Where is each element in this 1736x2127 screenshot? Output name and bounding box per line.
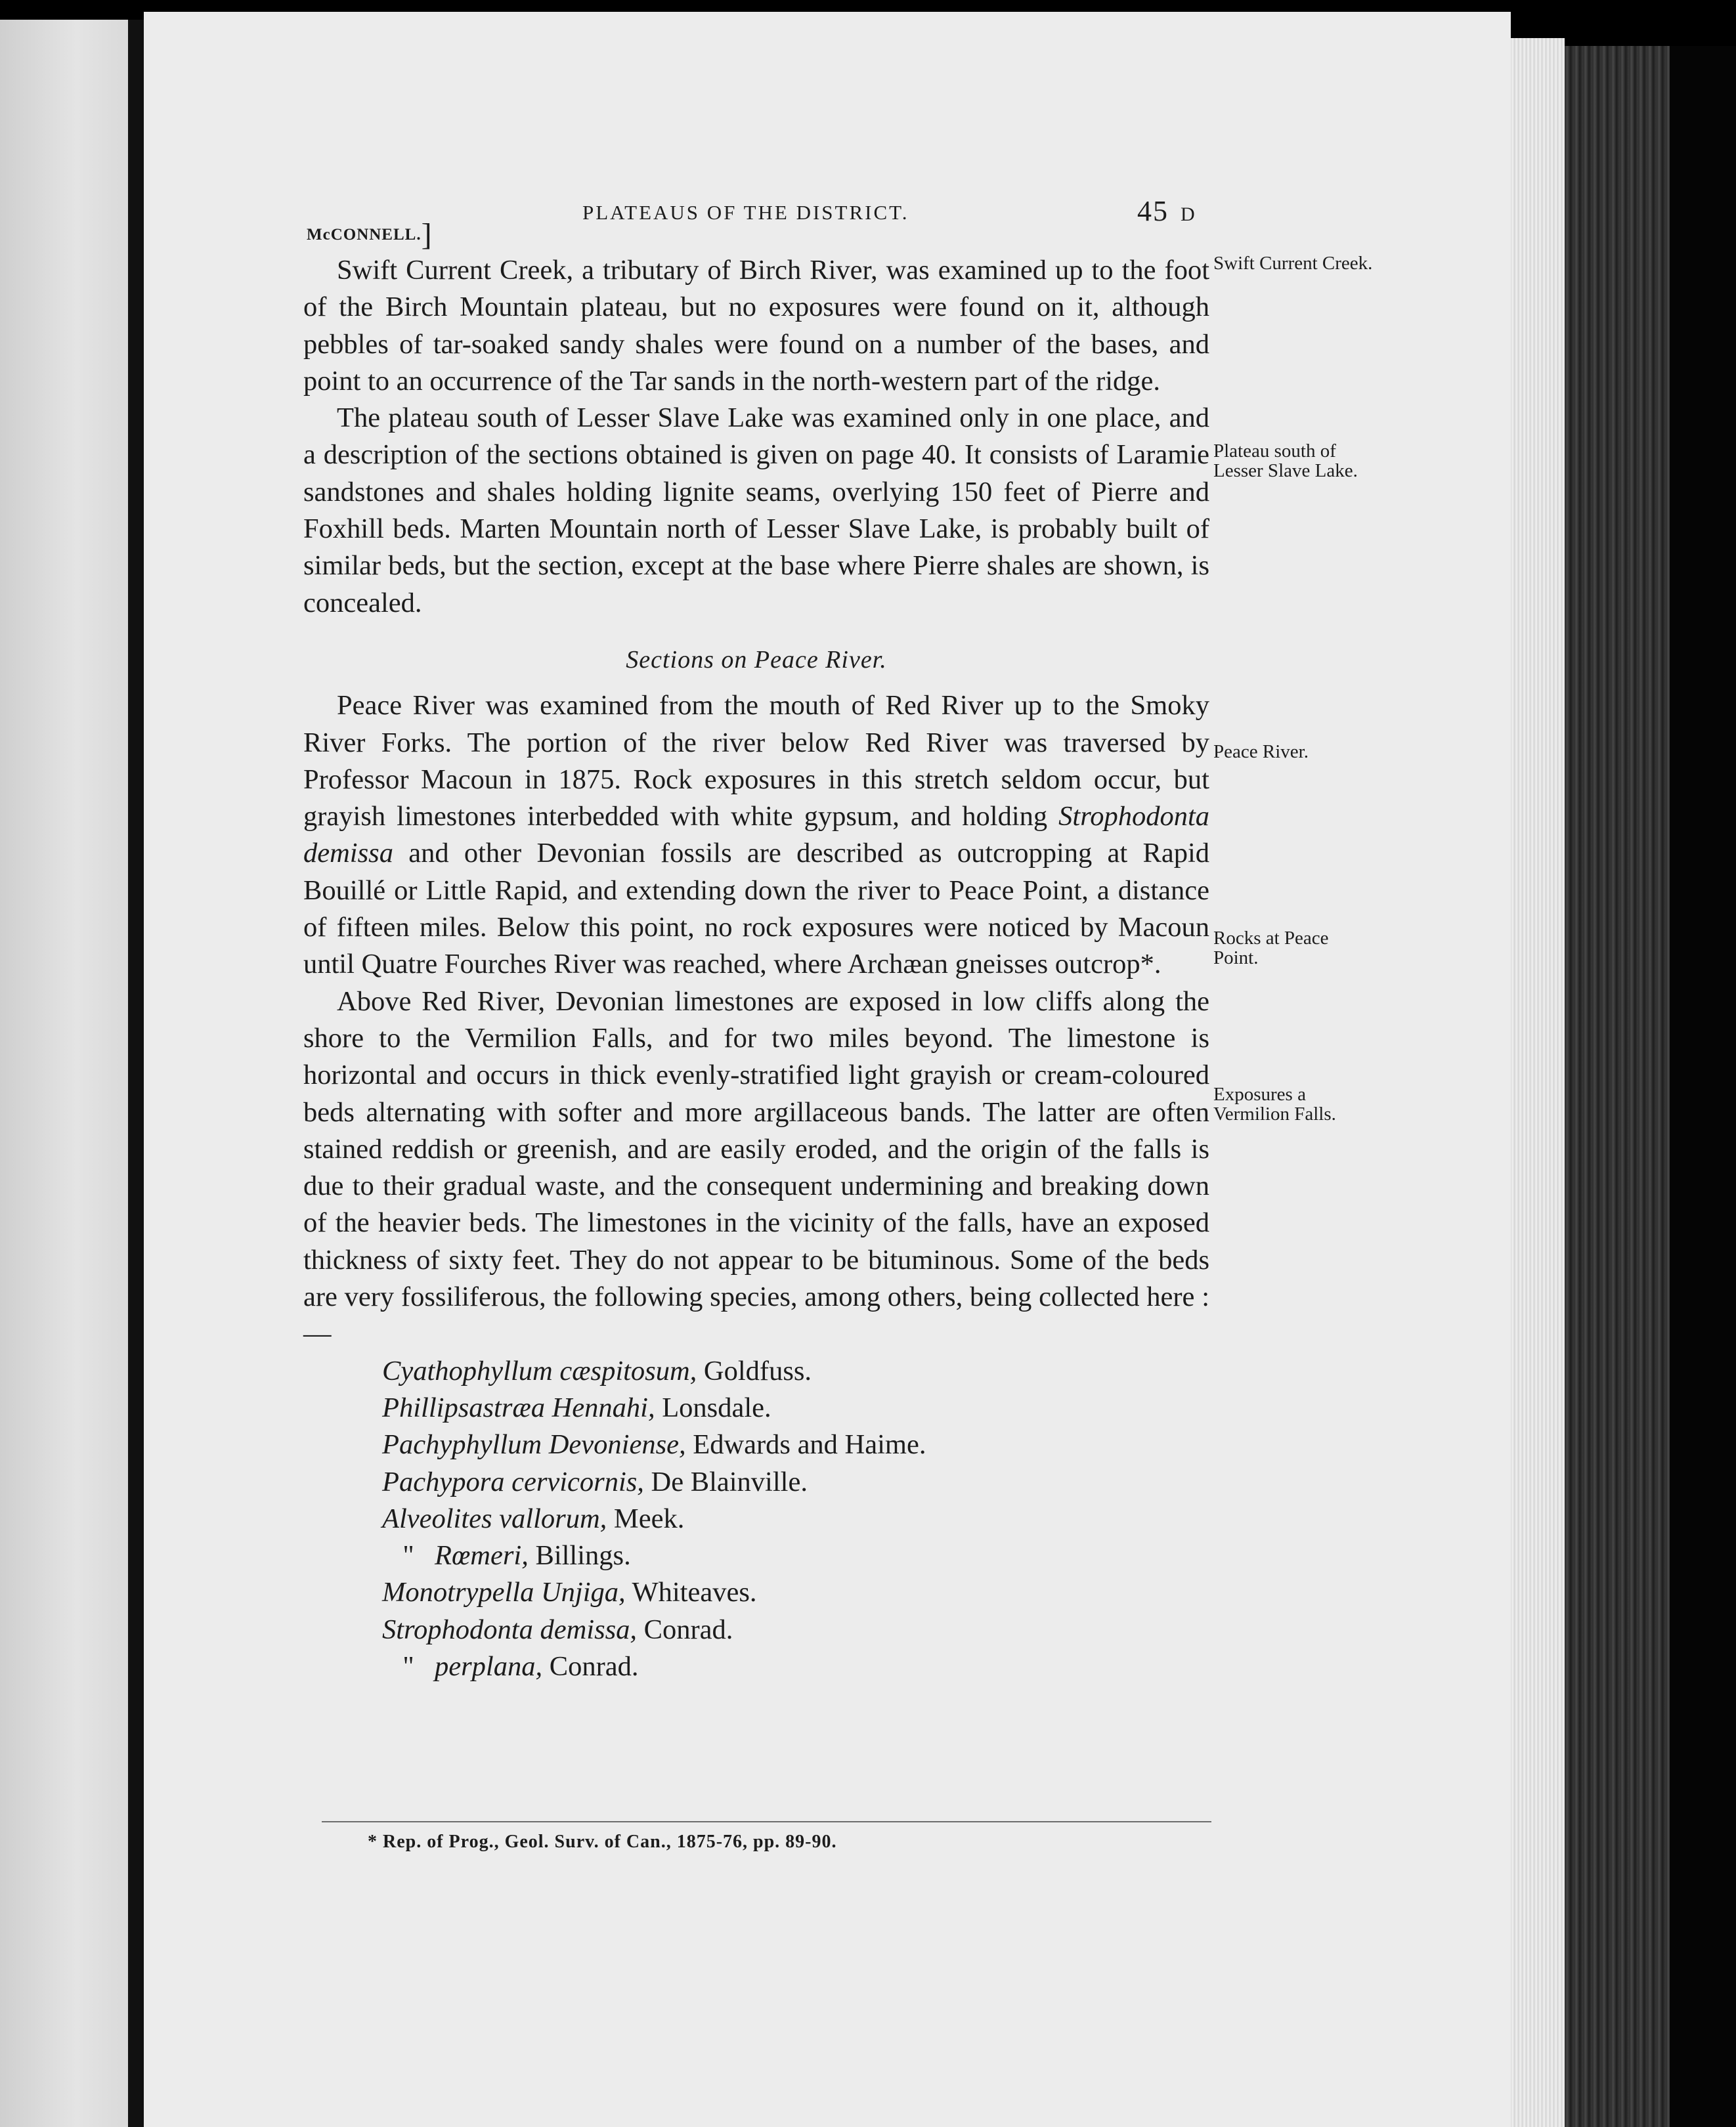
sidenote-peace-river: Peace River.	[1213, 741, 1309, 762]
species-name-inline: Strophodonta demissa	[303, 801, 1209, 869]
paragraph-peace-river	[303, 687, 1209, 983]
running-header	[307, 195, 1226, 252]
sidenote-plateau-south: Plateau south of Lesser Slave Lake.	[1213, 440, 1358, 481]
author-tag	[307, 211, 433, 252]
species-item: Cyathophyllum cæspitosum, Goldfuss.	[382, 1355, 812, 1386]
page-block-edge	[1511, 38, 1565, 2127]
paragraph-swift-current: Swift Current Creek, a tributary of Birch River, was examined up to the foot of the Birch Mountain plateau, but no exposures were found on it, although pebbles of tar-soaked sandy shales were found on a number of the bases, and point to an occurrence of the Tar sands in the north-western part of the ridge.	[303, 255, 1209, 397]
section-heading: Sections on Peace River.	[626, 645, 887, 674]
species-item: Alveolites vallorum, Meek.	[382, 1503, 685, 1534]
peace-text-before: Peace River was examined from the mouth of Red River up to the Smoky River Forks. The portion of the river below Red River was traversed by Professor Macoun in 1875. Rock exposures in this stretch seldom occur, but grayish limestones interbedded with white gypsum, and holding	[303, 690, 1209, 832]
running-title: PLATEAUS OF THE DISTRICT.	[582, 201, 909, 224]
species-item: " Rœmeri, Billings.	[382, 1537, 1209, 1574]
footnote-rule	[322, 1821, 1211, 1822]
species-item: Pachypora cervicornis, De Blainville.	[382, 1466, 808, 1497]
body-text	[303, 252, 1209, 1685]
page-number	[1137, 194, 1196, 228]
background-dark	[1670, 46, 1736, 2127]
footnote: * Rep. of Prog., Geol. Surv. of Can., 1875-76, pp. 89-90.	[368, 1832, 837, 1852]
series-letter: D	[1181, 204, 1196, 225]
ditto-mark: "	[402, 1650, 414, 1682]
author-name: McCONNELL.	[307, 226, 422, 244]
sidenote-rocks-peace-point: Rocks at Peace Point.	[1213, 928, 1329, 968]
species-item: Monotrypella Unjiga, Whiteaves.	[382, 1577, 757, 1608]
ditto-mark: "	[402, 1540, 414, 1572]
bracket-glyph: ]	[421, 217, 433, 252]
sidenote-vermilion-falls: Exposures a Vermilion Falls.	[1213, 1084, 1336, 1125]
previous-page-edge	[0, 20, 128, 2127]
species-item: Phillipsastræa Hennahi, Lonsdale.	[382, 1392, 771, 1423]
species-item: " perplana, Conrad.	[382, 1648, 1209, 1685]
species-list	[303, 1353, 1209, 1686]
paragraph-devonian-limestones: Above Red River, Devonian limestones are exposed in low cliffs along the shore to the Vermilion Falls, and for two miles beyond. The limestone is horizontal and occurs in thick evenly-stratified light grayish or cream-coloured beds alternating with softer and more argillaceous bands. The latter are often stained reddish or greenish, and are easily eroded, and the origin of the falls is due to their gradual waste, and the consequent undermining and breaking down of the heavier beds. The limestones in the vicinity of the falls, have an exposed thickness of sixty feet. They do not appear to be bituminous. Some of the beds are very fossiliferous, the following species, among others, being collected here :—	[303, 985, 1209, 1350]
sidenote-swift-current-creek: Swift Current Creek.	[1213, 253, 1373, 274]
species-item: Strophodonta demissa, Conrad.	[382, 1614, 733, 1645]
page-number-value: 45	[1137, 195, 1169, 227]
species-item: Pachyphyllum Devoniense, Edwards and Haime.	[382, 1429, 926, 1461]
paragraph-plateau-south: The plateau south of Lesser Slave Lake was examined only in one place, and a description of the sections obtained is given on page 40. It consists of Laramie sandstones and shales holding lignite seams, overlying 150 feet of Pierre and Foxhill beds. Marten Mountain north of Lesser Slave Lake, is probably built of similar beds, but the section, except at the base where Pierre shales are shown, is concealed.	[303, 402, 1209, 618]
peace-text-after: and other Devonian fossils are described as outcropping at Rapid Bouillé or Little Rapid, and extending down the river to Peace Point, a distance of fifteen miles. Below this point, no rock exposures were noticed by Macoun until Quatre Fourches River was reached, where Archæan gneisses outcrop*.	[303, 838, 1209, 980]
book-fore-edge	[1565, 46, 1670, 2127]
book-gutter	[128, 20, 144, 2127]
